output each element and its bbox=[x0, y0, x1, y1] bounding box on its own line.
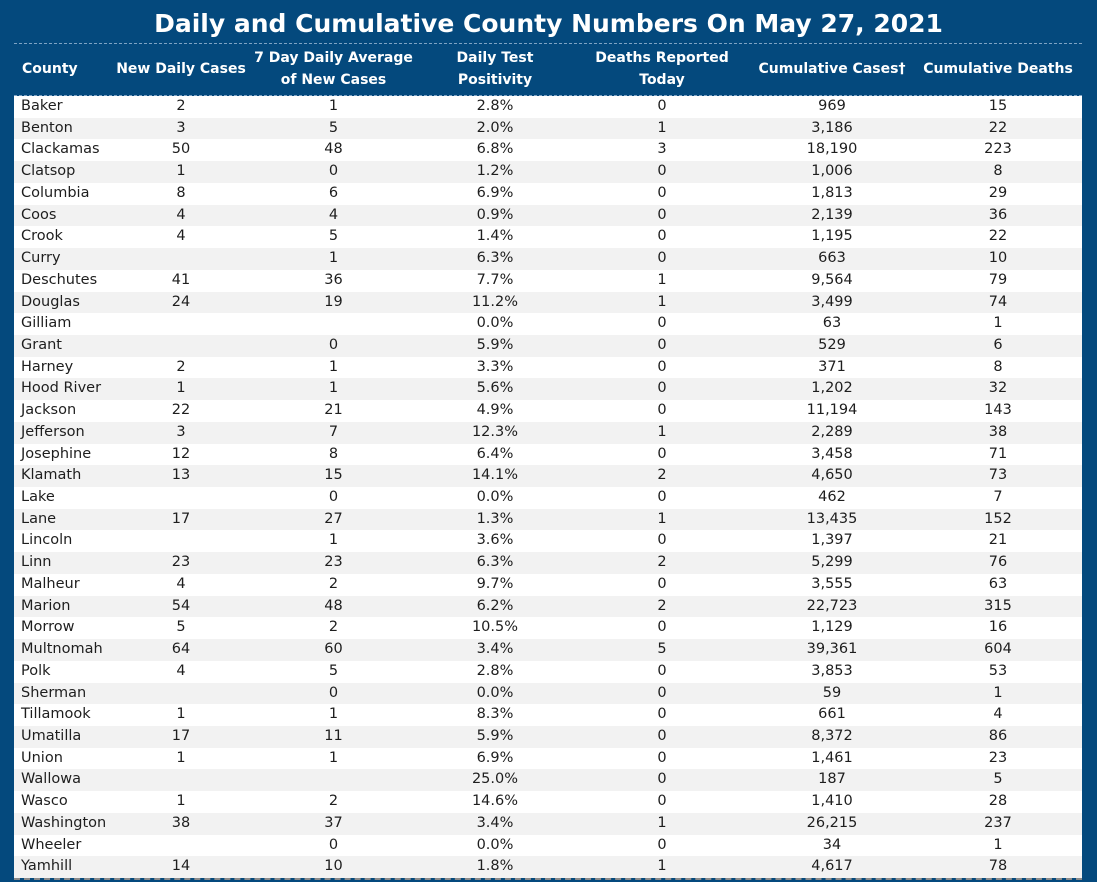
cell-7-day-average: 19 bbox=[324, 293, 343, 310]
cell-cumulative-deaths: 4 bbox=[993, 706, 1003, 723]
cell-county: Klamath bbox=[21, 467, 82, 484]
county-table bbox=[14, 96, 1082, 878]
cell-deaths-today: 0 bbox=[657, 336, 667, 353]
cell-7-day-average: 1 bbox=[328, 98, 339, 114]
cell-cumulative-cases: 1,195 bbox=[811, 228, 853, 245]
cell-county: Jefferson bbox=[21, 423, 85, 440]
cell-county: Columbia bbox=[21, 184, 90, 201]
cell-7-day-average: 5 bbox=[328, 119, 339, 136]
cell-cumulative-cases: 371 bbox=[818, 358, 846, 375]
cell-county: Linn bbox=[21, 554, 52, 571]
cell-county: Jackson bbox=[21, 402, 77, 419]
cell-cumulative-deaths: 1 bbox=[993, 315, 1003, 332]
cell-cumulative-deaths: 237 bbox=[984, 814, 1012, 831]
cell-deaths-today: 1 bbox=[657, 510, 667, 527]
cell-7-day-average: 37 bbox=[324, 814, 343, 831]
cell-test-positivity: 5.9% bbox=[476, 336, 514, 353]
table-row bbox=[14, 617, 1082, 639]
table-bottom-border bbox=[14, 878, 1082, 880]
cell-cumulative-deaths: 8 bbox=[993, 358, 1003, 375]
cell-new-daily-cases: 1 bbox=[176, 706, 186, 723]
cell-7-day-average: 7 bbox=[328, 423, 339, 440]
cell-test-positivity: 0.0% bbox=[476, 315, 514, 332]
cell-deaths-today: 0 bbox=[657, 771, 667, 788]
cell-county: Deschutes bbox=[21, 271, 98, 288]
cell-deaths-today: 1 bbox=[657, 423, 667, 440]
cell-county: Josephine bbox=[21, 445, 92, 462]
cell-cumulative-cases: 4,617 bbox=[811, 858, 853, 875]
cell-county: Gilliam bbox=[21, 315, 72, 332]
cell-test-positivity: 12.3% bbox=[471, 423, 519, 440]
cell-test-positivity: 6.9% bbox=[476, 184, 514, 201]
cell-7-day-average: 36 bbox=[324, 271, 343, 288]
cell-cumulative-deaths: 315 bbox=[984, 597, 1012, 614]
cell-new-daily-cases: 5 bbox=[176, 619, 186, 636]
cell-cumulative-deaths: 28 bbox=[988, 793, 1008, 810]
cell-deaths-today: 0 bbox=[657, 836, 667, 853]
cell-new-daily-cases: 4 bbox=[176, 228, 186, 245]
cell-cumulative-deaths: 7 bbox=[993, 489, 1003, 505]
cell-cumulative-cases: 11,194 bbox=[806, 402, 858, 419]
cell-7-day-average: 0 bbox=[328, 684, 339, 701]
cell-deaths-today: 0 bbox=[657, 228, 667, 245]
cell-new-daily-cases: 13 bbox=[171, 467, 191, 484]
cell-test-positivity: 9.7% bbox=[476, 575, 514, 592]
cell-7-day-average: 1 bbox=[328, 749, 339, 766]
cell-new-daily-cases: 1 bbox=[176, 163, 186, 180]
cell-cumulative-deaths: 21 bbox=[988, 532, 1008, 549]
cell-cumulative-deaths: 38 bbox=[988, 423, 1008, 440]
cell-7-day-average: 60 bbox=[324, 641, 343, 658]
cell-deaths-today: 1 bbox=[657, 271, 667, 288]
cell-deaths-today: 0 bbox=[657, 749, 667, 766]
table-row bbox=[14, 813, 1082, 835]
cell-test-positivity: 6.9% bbox=[476, 749, 514, 766]
cell-new-daily-cases: 23 bbox=[171, 554, 191, 571]
cell-deaths-today: 0 bbox=[657, 380, 667, 397]
table-row bbox=[14, 835, 1082, 857]
cell-new-daily-cases: 54 bbox=[171, 597, 191, 614]
cell-county: Clatsop bbox=[21, 163, 76, 180]
cell-cumulative-cases: 4,650 bbox=[811, 467, 853, 484]
cell-deaths-today: 0 bbox=[657, 184, 667, 201]
cell-test-positivity: 6.4% bbox=[476, 445, 514, 462]
cell-deaths-today: 0 bbox=[657, 358, 667, 375]
cell-test-positivity: 6.3% bbox=[476, 554, 514, 571]
cell-deaths-today: 1 bbox=[657, 858, 667, 875]
cell-new-daily-cases: 17 bbox=[171, 727, 191, 744]
cell-test-positivity: 11.2% bbox=[471, 293, 519, 310]
cell-7-day-average: 23 bbox=[324, 554, 343, 571]
cell-deaths-today: 0 bbox=[657, 727, 667, 744]
cell-test-positivity: 1.4% bbox=[476, 228, 514, 245]
cell-deaths-today: 0 bbox=[657, 532, 667, 549]
cell-new-daily-cases: 4 bbox=[176, 206, 186, 223]
cell-7-day-average: 5 bbox=[328, 662, 339, 679]
table-row bbox=[14, 139, 1082, 161]
cell-deaths-today: 0 bbox=[657, 684, 667, 701]
table-row bbox=[14, 422, 1082, 444]
cell-deaths-today: 2 bbox=[657, 597, 667, 614]
cell-county: Wheeler bbox=[21, 836, 82, 853]
cell-cumulative-deaths: 86 bbox=[988, 727, 1008, 744]
cell-7-day-average: 8 bbox=[328, 445, 339, 462]
cell-county: Tillamook bbox=[21, 706, 91, 723]
cell-cumulative-cases: 26,215 bbox=[806, 814, 858, 831]
cell-test-positivity: 10.5% bbox=[471, 619, 519, 636]
cell-7-day-average: 11 bbox=[324, 727, 343, 744]
cell-cumulative-cases: 63 bbox=[822, 315, 842, 332]
cell-test-positivity: 5.9% bbox=[476, 727, 514, 744]
cell-cumulative-cases: 2,139 bbox=[811, 206, 853, 223]
cell-deaths-today: 1 bbox=[657, 293, 667, 310]
cell-7-day-average: 27 bbox=[324, 510, 343, 527]
cell-cumulative-cases: 663 bbox=[818, 250, 846, 267]
cell-county: Curry bbox=[21, 250, 61, 267]
column-header-cumulative-deaths[interactable]: Cumulative Deaths bbox=[923, 61, 1073, 77]
cell-cumulative-cases: 5,299 bbox=[811, 554, 853, 571]
cell-new-daily-cases: 8 bbox=[176, 184, 186, 201]
cell-deaths-today: 0 bbox=[657, 619, 667, 636]
cell-cumulative-cases: 1,202 bbox=[811, 380, 853, 397]
column-header-county[interactable]: County bbox=[22, 61, 78, 77]
cell-test-positivity: 14.1% bbox=[471, 467, 519, 484]
cell-county: Lincoln bbox=[21, 532, 73, 549]
table-row bbox=[14, 292, 1082, 314]
cell-new-daily-cases: 50 bbox=[171, 141, 191, 158]
table-row bbox=[14, 226, 1082, 248]
cell-test-positivity: 3.4% bbox=[476, 641, 514, 658]
cell-new-daily-cases: 3 bbox=[176, 423, 186, 440]
cell-county: Marion bbox=[21, 597, 71, 614]
cell-cumulative-cases: 34 bbox=[822, 836, 842, 853]
cell-new-daily-cases: 22 bbox=[171, 402, 191, 419]
cell-county: Coos bbox=[21, 206, 57, 223]
cell-test-positivity: 4.9% bbox=[476, 402, 514, 419]
cell-cumulative-cases: 39,361 bbox=[806, 641, 858, 658]
cell-cumulative-cases: 2,289 bbox=[811, 423, 853, 440]
cell-test-positivity: 7.7% bbox=[476, 271, 514, 288]
cell-new-daily-cases: 24 bbox=[171, 293, 191, 310]
cell-county: Union bbox=[21, 749, 63, 766]
cell-cumulative-cases: 969 bbox=[818, 98, 846, 114]
table-row bbox=[14, 183, 1082, 205]
cell-cumulative-deaths: 73 bbox=[988, 467, 1008, 484]
cell-cumulative-cases: 3,555 bbox=[811, 575, 853, 592]
cell-county: Benton bbox=[21, 119, 73, 136]
cell-cumulative-cases: 22,723 bbox=[806, 597, 858, 614]
cell-new-daily-cases bbox=[111, 835, 251, 857]
cell-7-day-average: 6 bbox=[328, 184, 339, 201]
cell-7-day-average: 0 bbox=[328, 489, 339, 505]
table-row bbox=[14, 444, 1082, 466]
cell-county: Multnomah bbox=[21, 641, 103, 658]
cell-new-daily-cases: 1 bbox=[176, 749, 186, 766]
cell-county: Lane bbox=[21, 510, 57, 527]
cell-deaths-today: 0 bbox=[657, 575, 667, 592]
cell-county: Douglas bbox=[21, 293, 80, 310]
table-row bbox=[14, 400, 1082, 422]
cell-test-positivity: 8.3% bbox=[476, 706, 514, 723]
cell-new-daily-cases: 3 bbox=[176, 119, 186, 136]
cell-7-day-average: 0 bbox=[328, 336, 339, 353]
column-header-test-positivity[interactable]: Daily Test Positivity bbox=[456, 50, 534, 88]
table-row bbox=[14, 378, 1082, 400]
cell-new-daily-cases bbox=[111, 248, 251, 270]
cell-7-day-average: 1 bbox=[328, 250, 339, 267]
cell-cumulative-deaths: 71 bbox=[988, 445, 1008, 462]
cell-county: Washington bbox=[21, 814, 107, 831]
cell-deaths-today: 0 bbox=[657, 206, 667, 223]
cell-cumulative-deaths: 604 bbox=[984, 641, 1012, 658]
cell-test-positivity: 25.0% bbox=[471, 771, 519, 788]
cell-county: Yamhill bbox=[21, 858, 73, 875]
table-row bbox=[14, 769, 1082, 791]
cell-new-daily-cases bbox=[111, 487, 251, 509]
cell-cumulative-cases: 1,006 bbox=[811, 163, 853, 180]
cell-deaths-today: 0 bbox=[657, 98, 667, 114]
cell-new-daily-cases: 1 bbox=[176, 793, 186, 810]
table-row bbox=[14, 856, 1082, 878]
cell-county: Umatilla bbox=[21, 727, 82, 744]
cell-new-daily-cases: 1 bbox=[176, 380, 186, 397]
cell-test-positivity: 1.8% bbox=[476, 858, 514, 875]
cell-cumulative-cases: 187 bbox=[818, 771, 846, 788]
cell-7-day-average bbox=[251, 313, 416, 335]
cell-county: Polk bbox=[21, 662, 51, 679]
cell-test-positivity: 14.6% bbox=[471, 793, 519, 810]
cell-test-positivity: 3.3% bbox=[476, 358, 514, 375]
cell-7-day-average bbox=[251, 769, 416, 791]
cell-cumulative-cases: 8,372 bbox=[811, 727, 853, 744]
cell-cumulative-cases: 529 bbox=[818, 336, 846, 353]
cell-new-daily-cases: 2 bbox=[176, 358, 186, 375]
cell-cumulative-deaths: 223 bbox=[984, 141, 1012, 158]
cell-7-day-average: 1 bbox=[328, 380, 339, 397]
cell-test-positivity: 3.6% bbox=[476, 532, 514, 549]
cell-7-day-average: 2 bbox=[328, 793, 339, 810]
cell-test-positivity: 2.8% bbox=[476, 662, 514, 679]
cell-7-day-average: 21 bbox=[324, 402, 343, 419]
cell-7-day-average: 1 bbox=[328, 532, 339, 549]
cell-deaths-today: 0 bbox=[657, 163, 667, 180]
cell-new-daily-cases: 41 bbox=[171, 271, 191, 288]
cell-cumulative-deaths: 143 bbox=[984, 402, 1012, 419]
table-row bbox=[14, 596, 1082, 618]
table-row bbox=[14, 205, 1082, 227]
cell-county: Wasco bbox=[21, 793, 68, 810]
cell-new-daily-cases bbox=[111, 683, 251, 705]
cell-cumulative-cases: 13,435 bbox=[806, 510, 858, 527]
cell-new-daily-cases: 64 bbox=[171, 641, 191, 658]
cell-new-daily-cases: 2 bbox=[176, 98, 186, 114]
cell-cumulative-deaths: 22 bbox=[988, 119, 1008, 136]
cell-test-positivity: 0.0% bbox=[476, 684, 514, 701]
cell-test-positivity: 0.0% bbox=[476, 489, 514, 505]
column-header-new-daily-cases[interactable]: New Daily Cases bbox=[116, 61, 246, 77]
cell-cumulative-deaths: 79 bbox=[988, 271, 1008, 288]
cell-deaths-today: 2 bbox=[657, 554, 667, 571]
cell-cumulative-deaths: 22 bbox=[988, 228, 1008, 245]
table-row bbox=[14, 791, 1082, 813]
cell-cumulative-deaths: 23 bbox=[988, 749, 1008, 766]
column-header-7-day-average[interactable]: 7 Day Daily Average of New Cases bbox=[254, 50, 413, 88]
cell-new-daily-cases bbox=[111, 530, 251, 552]
cell-deaths-today: 0 bbox=[657, 662, 667, 679]
cell-7-day-average: 10 bbox=[324, 858, 343, 875]
cell-deaths-today: 0 bbox=[657, 402, 667, 419]
cell-test-positivity: 5.6% bbox=[476, 380, 514, 397]
cell-county: Hood River bbox=[21, 380, 102, 397]
table-row bbox=[14, 118, 1082, 140]
cell-new-daily-cases bbox=[111, 335, 251, 357]
table-row bbox=[14, 704, 1082, 726]
cell-county: Malheur bbox=[21, 575, 80, 592]
cell-county: Crook bbox=[21, 228, 63, 245]
cell-cumulative-deaths: 63 bbox=[988, 575, 1008, 592]
table-row bbox=[14, 530, 1082, 552]
cell-cumulative-deaths: 76 bbox=[988, 554, 1008, 571]
cell-deaths-today: 0 bbox=[657, 706, 667, 723]
cell-new-daily-cases bbox=[111, 769, 251, 791]
cell-deaths-today: 1 bbox=[657, 119, 667, 136]
cell-cumulative-cases: 18,190 bbox=[806, 141, 858, 158]
cell-new-daily-cases: 12 bbox=[171, 445, 191, 462]
table-row bbox=[14, 248, 1082, 270]
cell-test-positivity: 6.8% bbox=[476, 141, 514, 158]
cell-cumulative-cases: 661 bbox=[818, 706, 846, 723]
cell-test-positivity: 1.2% bbox=[476, 163, 514, 180]
cell-cumulative-deaths: 53 bbox=[988, 662, 1008, 679]
page-title: Daily and Cumulative County Numbers On May 27, 2021 bbox=[154, 9, 943, 38]
table-row bbox=[14, 683, 1082, 705]
cell-cumulative-deaths: 16 bbox=[988, 619, 1008, 636]
cell-cumulative-cases: 3,186 bbox=[811, 119, 853, 136]
cell-cumulative-deaths: 6 bbox=[993, 336, 1003, 353]
cell-deaths-today: 3 bbox=[657, 141, 667, 158]
table-row bbox=[14, 465, 1082, 487]
table-row bbox=[14, 748, 1082, 770]
cell-deaths-today: 0 bbox=[657, 793, 667, 810]
cell-cumulative-cases: 1,397 bbox=[811, 532, 853, 549]
cell-cumulative-deaths: 32 bbox=[988, 380, 1008, 397]
cell-cumulative-cases: 1,813 bbox=[811, 184, 853, 201]
table-row bbox=[14, 270, 1082, 292]
cell-cumulative-deaths: 10 bbox=[988, 250, 1008, 267]
cell-new-daily-cases: 4 bbox=[176, 575, 186, 592]
table-row bbox=[14, 313, 1082, 335]
cell-county: Grant bbox=[21, 336, 62, 353]
cell-test-positivity: 2.8% bbox=[476, 98, 514, 114]
cell-deaths-today: 5 bbox=[657, 641, 667, 658]
cell-cumulative-cases: 462 bbox=[818, 489, 846, 505]
table-row bbox=[14, 726, 1082, 748]
cell-test-positivity: 0.0% bbox=[476, 836, 514, 853]
cell-county: Clackamas bbox=[21, 141, 100, 158]
cell-7-day-average: 0 bbox=[328, 836, 339, 853]
cell-cumulative-deaths: 152 bbox=[984, 510, 1012, 527]
table-row bbox=[14, 509, 1082, 531]
cell-cumulative-cases: 1,129 bbox=[811, 619, 853, 636]
cell-cumulative-deaths: 29 bbox=[988, 184, 1008, 201]
cell-cumulative-cases: 3,499 bbox=[811, 293, 853, 310]
cell-county: Lake bbox=[21, 489, 55, 505]
cell-7-day-average: 48 bbox=[324, 141, 343, 158]
cell-new-daily-cases: 14 bbox=[171, 858, 191, 875]
cell-county: Baker bbox=[21, 98, 63, 114]
cell-cumulative-cases: 1,461 bbox=[811, 749, 853, 766]
cell-cumulative-cases: 3,458 bbox=[811, 445, 853, 462]
cell-7-day-average: 0 bbox=[328, 163, 339, 180]
cell-7-day-average: 4 bbox=[328, 206, 339, 223]
table-row bbox=[14, 161, 1082, 183]
cell-7-day-average: 5 bbox=[328, 228, 339, 245]
cell-7-day-average: 1 bbox=[328, 706, 339, 723]
cell-cumulative-deaths: 36 bbox=[988, 206, 1008, 223]
cell-new-daily-cases: 4 bbox=[176, 662, 186, 679]
cell-county: Morrow bbox=[21, 619, 75, 636]
cell-cumulative-deaths: 1 bbox=[993, 684, 1003, 701]
table-row bbox=[14, 552, 1082, 574]
cell-test-positivity: 0.9% bbox=[476, 206, 514, 223]
table-row bbox=[14, 574, 1082, 596]
table-header bbox=[14, 44, 1082, 94]
cell-7-day-average: 1 bbox=[328, 358, 339, 375]
cell-test-positivity: 2.0% bbox=[476, 119, 514, 136]
cell-county: Harney bbox=[21, 358, 74, 375]
cell-cumulative-deaths: 15 bbox=[988, 98, 1008, 114]
table-row bbox=[14, 639, 1082, 661]
cell-new-daily-cases: 17 bbox=[171, 510, 191, 527]
column-header-deaths-today[interactable]: Deaths Reported Today bbox=[595, 50, 729, 88]
cell-cumulative-deaths: 78 bbox=[988, 858, 1008, 875]
cell-deaths-today: 0 bbox=[657, 315, 667, 332]
cell-cumulative-deaths: 8 bbox=[993, 163, 1003, 180]
cell-new-daily-cases bbox=[111, 313, 251, 335]
cell-deaths-today: 0 bbox=[657, 445, 667, 462]
cell-test-positivity: 6.2% bbox=[476, 597, 514, 614]
table-row bbox=[14, 335, 1082, 357]
table-row bbox=[14, 96, 1082, 118]
column-header-cumulative-cases[interactable]: Cumulative Cases† bbox=[758, 61, 906, 77]
cell-test-positivity: 3.4% bbox=[476, 814, 514, 831]
cell-cumulative-cases: 3,853 bbox=[811, 662, 853, 679]
cell-7-day-average: 15 bbox=[324, 467, 343, 484]
cell-cumulative-cases: 59 bbox=[822, 684, 842, 701]
cell-cumulative-deaths: 74 bbox=[988, 293, 1008, 310]
cell-deaths-today: 0 bbox=[657, 489, 667, 505]
cell-county: Wallowa bbox=[21, 771, 81, 788]
cell-deaths-today: 1 bbox=[657, 814, 667, 831]
cell-deaths-today: 2 bbox=[657, 467, 667, 484]
cell-cumulative-deaths: 5 bbox=[993, 771, 1003, 788]
cell-test-positivity: 6.3% bbox=[476, 250, 514, 267]
cell-county: Sherman bbox=[21, 684, 87, 701]
cell-cumulative-cases: 9,564 bbox=[811, 271, 853, 288]
cell-7-day-average: 2 bbox=[328, 575, 339, 592]
table-row bbox=[14, 357, 1082, 379]
cell-cumulative-deaths: 1 bbox=[993, 836, 1003, 853]
cell-cumulative-cases: 1,410 bbox=[811, 793, 853, 810]
cell-new-daily-cases: 38 bbox=[171, 814, 191, 831]
cell-7-day-average: 48 bbox=[324, 597, 343, 614]
cell-7-day-average: 2 bbox=[328, 619, 339, 636]
cell-test-positivity: 1.3% bbox=[476, 510, 514, 527]
table-row bbox=[14, 661, 1082, 683]
cell-deaths-today: 0 bbox=[657, 250, 667, 267]
table-row bbox=[14, 487, 1082, 509]
